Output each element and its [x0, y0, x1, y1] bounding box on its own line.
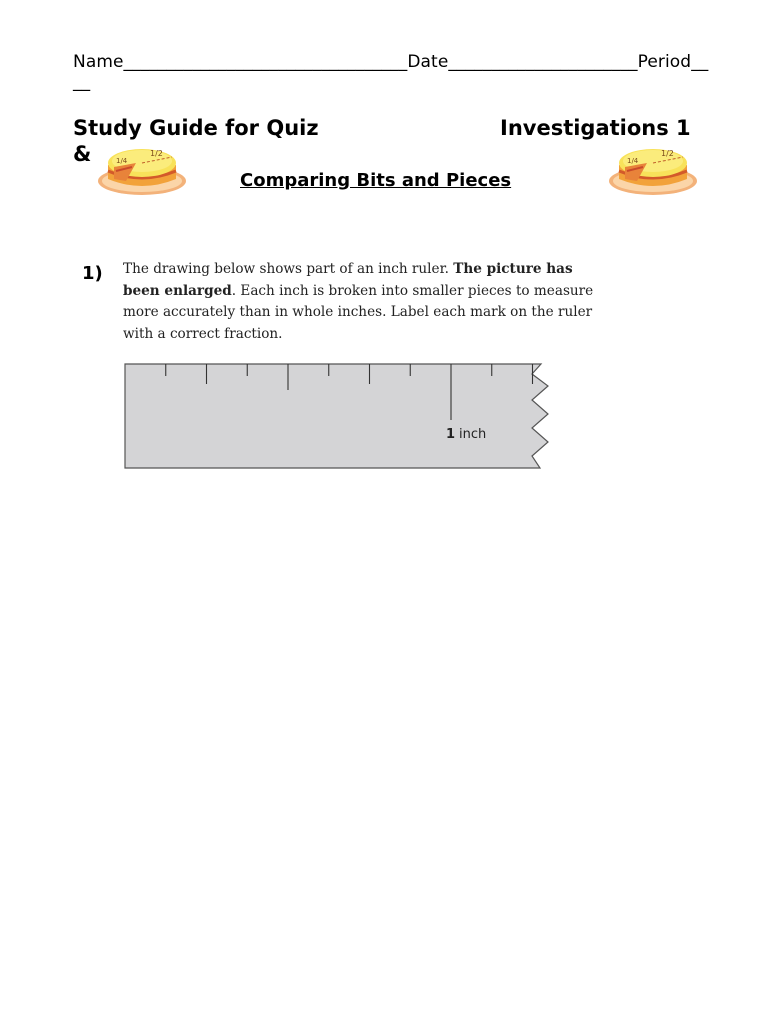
cake-fraction-icon-left	[96, 141, 188, 197]
name-date-period-line: Name_________________________________Date______________________Period____	[73, 52, 709, 92]
page-title-investigations: Investigations 1	[500, 116, 691, 140]
ruler-body	[125, 364, 548, 468]
quarter-label: 1/4	[627, 157, 639, 165]
cake-fraction-icon-right	[607, 141, 699, 197]
question-text	[123, 259, 613, 345]
question-number: 1)	[82, 263, 103, 284]
section-subtitle: Comparing Bits and Pieces	[240, 170, 512, 191]
page-title-ampersand: &	[73, 142, 92, 166]
ruler-unit-label	[446, 427, 486, 442]
question-text-bold: The picture has been enlarged	[123, 261, 573, 299]
page-title: Study Guide for Quiz	[73, 116, 319, 140]
question-text-part2: . Each inch is broken into smaller pieces to measure more accurately than in whole inches. Label each mark on the ruler with a correct fraction.	[123, 282, 594, 342]
ruler-unit-word: inch	[459, 427, 487, 442]
ruler-unit-number: 1	[446, 427, 456, 442]
half-label: 1/2	[150, 149, 163, 158]
quarter-label: 1/4	[116, 157, 128, 165]
question-text-part1: The drawing below shows part of an inch ruler.	[123, 261, 454, 277]
half-label: 1/2	[661, 149, 674, 158]
inch-ruler	[118, 356, 558, 476]
